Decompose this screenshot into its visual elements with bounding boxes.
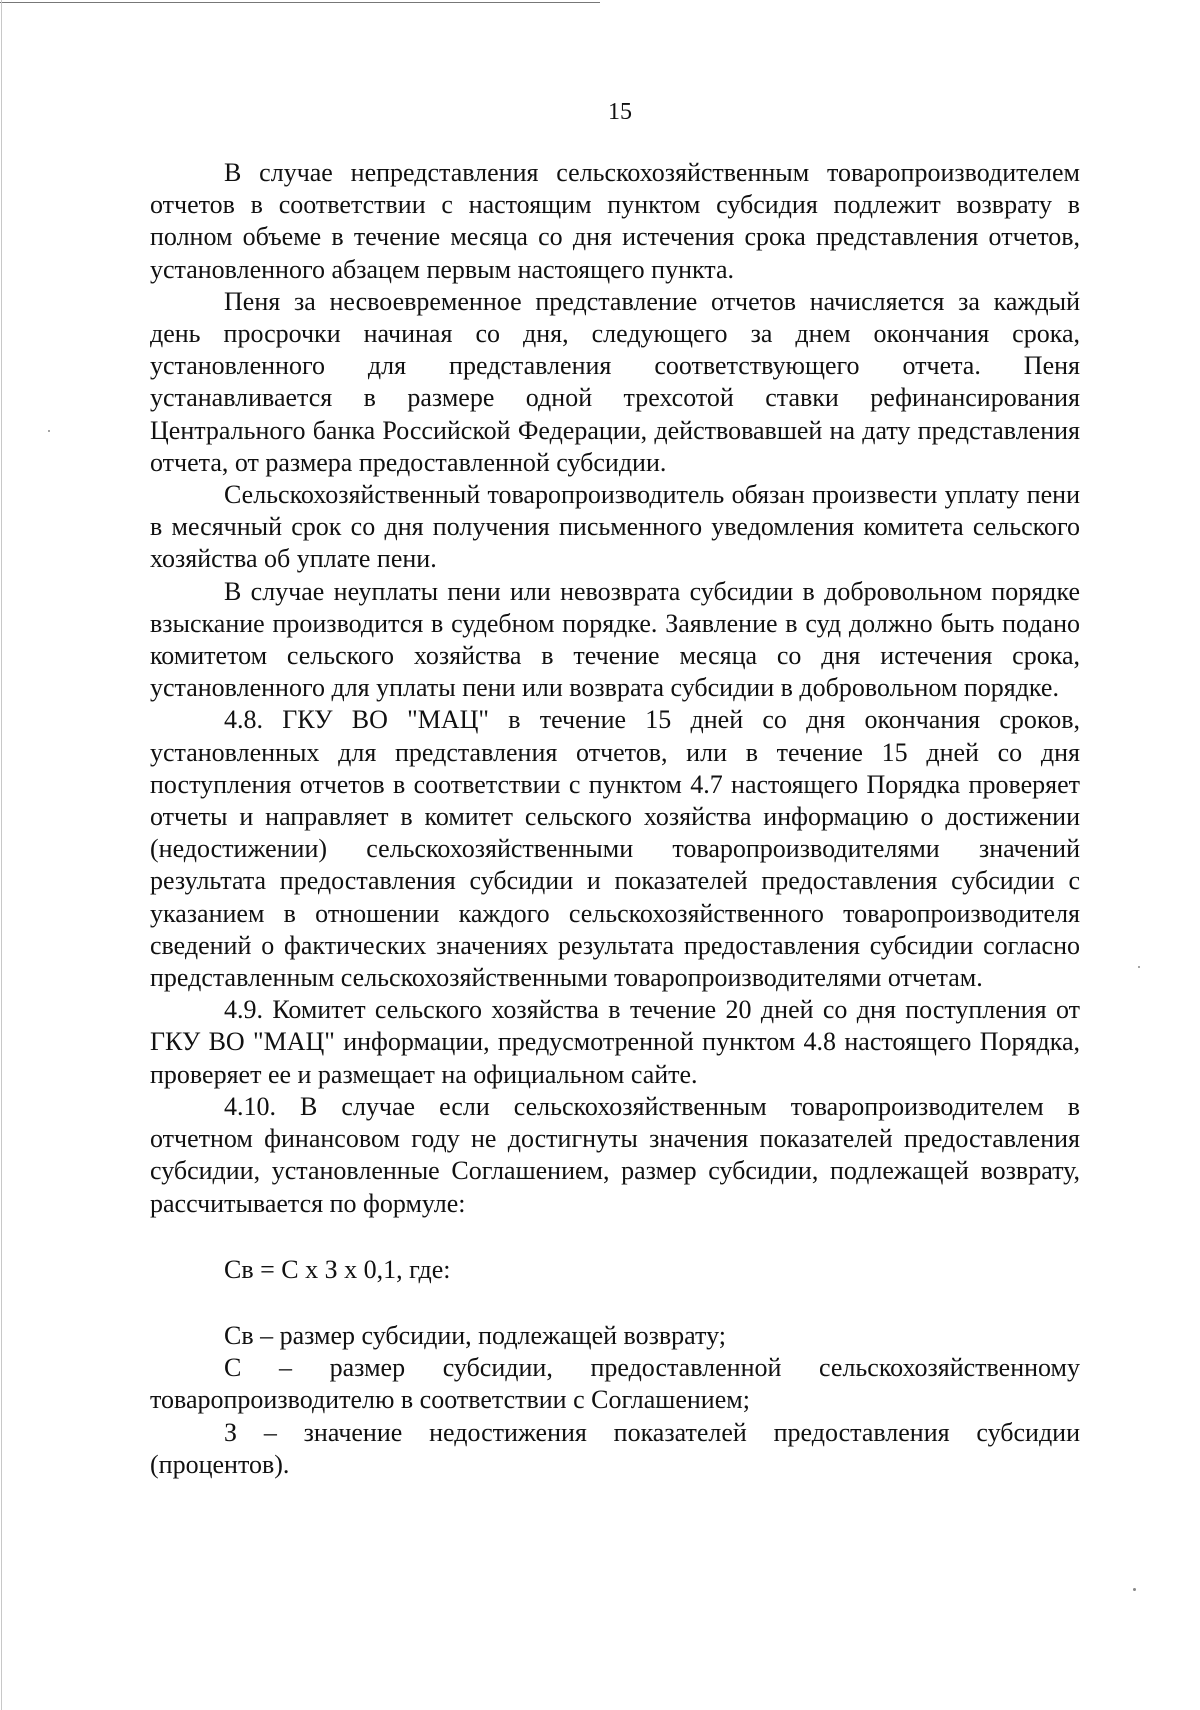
scan-speck xyxy=(1138,966,1140,968)
paragraph-4-8: 4.8. ГКУ ВО "МАЦ" в течение 15 дней со дня окончания сроков, установленных для представления отчетов, или в течение 15 дней со дня поступления отчетов в соответствии с пунктом 4.7 настоящего Порядка проверяет отчеты и направляет в комитет сельского хозяйства информацию о достижении (недостижении) сельскохозяйственными товаропроизводителями значений результата предоставления субсидии и показателей предоставления субсидии с указанием в отношении каждого сельскохозяйственного товаропроизводителя сведений о фактических значениях результата предоставления субсидии согласно представленным сельскохозяйственными товаропроизводителями отчетам. xyxy=(150,705,1080,993)
paragraph-4-9: 4.9. Комитет сельского хозяйства в течение 20 дней со дня поступления от ГКУ ВО "МАЦ" информации, предусмотренной пунктом 4.8 настоящего Порядка, проверяет ее и размещает на официальном сайте. xyxy=(150,995,1080,1089)
paragraph-nonsubmission: В случае непредставления сельскохозяйственным товаропроизводителем отчетов в соответствии с настоящим пунктом субсидия подлежит возврату в полном объеме в течение месяца со дня истечения срока представления отчетов, установленного абзацем первым настоящего пункта. xyxy=(150,158,1080,284)
page-number: 15 xyxy=(608,99,632,125)
definition-s: С – размер субсидии, предоставленной сельскохозяйственному товаропроизводителю в соответствии с Соглашением; xyxy=(150,1353,1080,1415)
definition-sv: Св – размер субсидии, подлежащей возврату; xyxy=(224,1320,726,1350)
scan-speck xyxy=(1133,1588,1136,1591)
paragraph-court-recovery: В случае неуплаты пени или невозврата субсидии в добровольном порядке взыскание производится в судебном порядке. Заявление в суд должно быть подано комитетом сельского хозяйства в течение месяца со дня истечения срока, установленного для уплаты пени или возврата субсидии в добровольном порядке. xyxy=(150,576,1080,703)
paragraph-penalty: Пеня за несвоевременное представление отчетов начисляется за каждый день просрочки начиная со дня, следующего за днем окончания срока, установленного для представления соответствующего отчета. Пеня устанавливается в размере одной трехсотой ставки рефинансирования Центрального банка Российской Федерации, действовавшей на дату представления отчета, от размера предоставленной субсидии. xyxy=(150,286,1080,477)
formula: Св = С х З х 0,1, где: xyxy=(224,1254,451,1284)
paragraph-penalty-payment: Сельскохозяйственный товаропроизводитель обязан произвести уплату пени в месячный срок со дня получения письменного уведомления комитета сельского хозяйства об уплате пени. xyxy=(150,480,1080,574)
document-body xyxy=(150,157,1080,1481)
definition-z: З – значение недостижения показателей предоставления субсидии (процентов). xyxy=(150,1417,1080,1479)
scan-edge-left xyxy=(1,0,2,1710)
scan-edge-top xyxy=(0,2,600,3)
paragraph-4-10: 4.10. В случае если сельскохозяйственным товаропроизводителем в отчетном финансовом году не достигнуты значения показателей предоставления субсидии, установленные Соглашением, размер субсидии, подлежащей возврату, рассчитывается по формуле: xyxy=(150,1091,1080,1218)
scan-speck xyxy=(48,430,50,432)
